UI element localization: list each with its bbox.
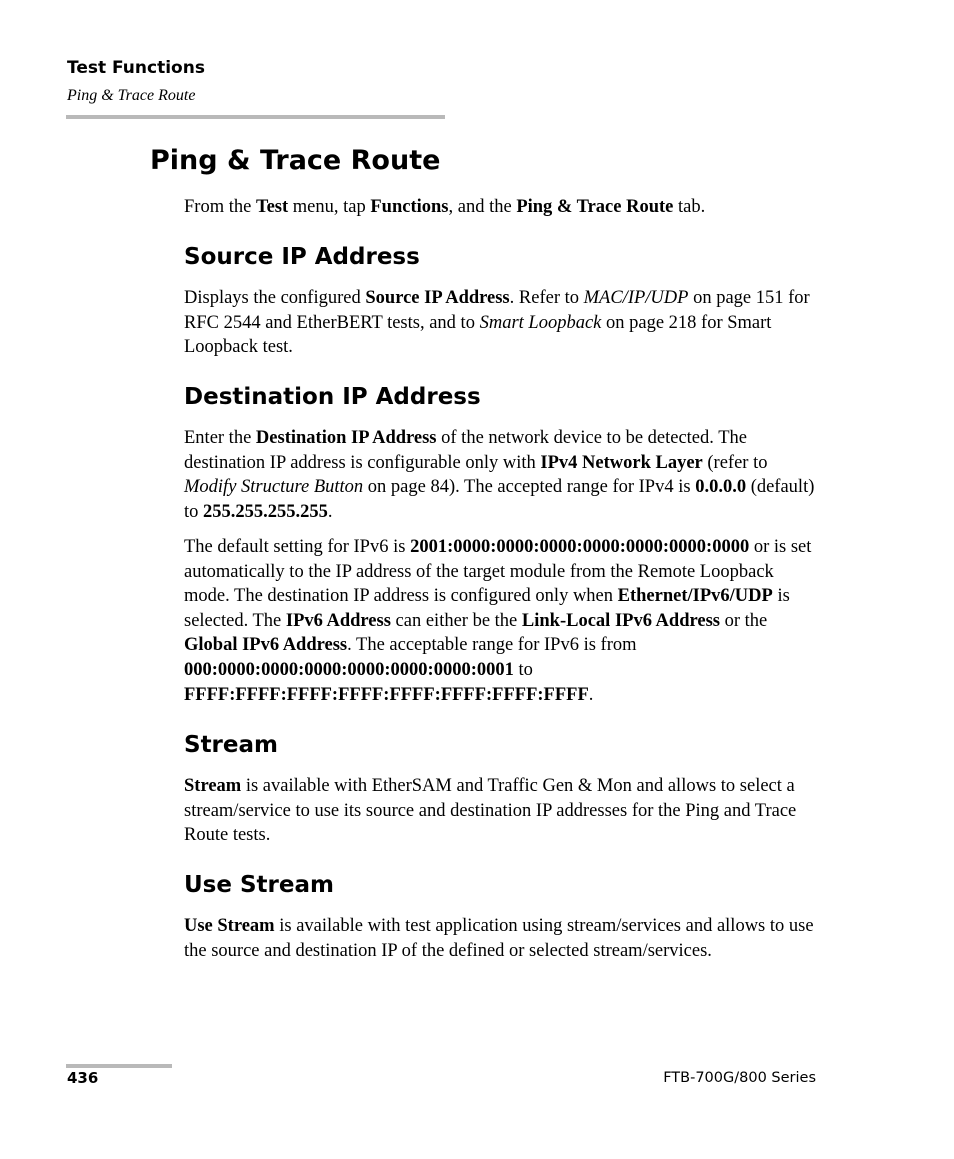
heading-use-stream: Use Stream (184, 872, 334, 898)
heading-stream: Stream (184, 732, 278, 758)
running-header-chapter: Test Functions (67, 58, 205, 78)
footer-divider (66, 1064, 172, 1068)
heading-source-ip-address: Source IP Address (184, 244, 420, 270)
source-ip-paragraph: Displays the configured Source IP Address. Refer to MAC/IP/UDP on page 151 for RFC 2544 and EtherBERT tests, and to Smart Loopback on page 218 for Smart Loopback test. (184, 288, 810, 358)
header-divider (66, 115, 445, 119)
page-number: 436 (67, 1069, 99, 1087)
stream-paragraph: Stream is available with EtherSAM and Traffic Gen & Mon and allows to select a stream/service to use its source and destination IP addresses for the Ping and Trace Route tests. (184, 776, 797, 846)
link-modify-structure-button[interactable]: Modify Structure Button (184, 477, 364, 498)
page-title: Ping & Trace Route (150, 145, 441, 176)
heading-destination-ip-address: Destination IP Address (184, 384, 481, 410)
destination-ip-paragraph-1: Enter the Destination IP Address of the network device to be detected. The destination IP address is configurable only with IPv4 Network Layer (refer to Modify Structure Button on page 84). The accepted range for IPv4 is 0.0.0.0 (default) to 255.255.255.255. (184, 428, 815, 522)
link-mac-ip-udp[interactable]: MAC/IP/UDP (583, 288, 689, 308)
running-header-section: Ping & Trace Route (67, 87, 196, 104)
product-series: FTB-700G/800 Series (663, 1070, 816, 1086)
intro-paragraph: From the Test menu, tap Functions, and the Ping & Trace Route tab. (184, 197, 706, 217)
link-smart-loopback[interactable]: Smart Loopback (479, 312, 602, 333)
destination-ip-paragraph-2: The default setting for IPv6 is 2001:0000:0000:0000:0000:0000:0000:0000 or is set automatically to the IP address of the target module from the Remote Loopback mode. The destination IP address is configured only when Ethernet/IPv6/UDP is selected. The IPv6 Address can either be the Link-Local IPv6 Address or the Global IPv6 Address. The acceptable range for IPv6 is from 000:0000:0000:0000:0000:0000:0000:0001 to FFFF:FFFF:FFFF:FFFF:FFFF:FFFF:FFFF:FFFF. (184, 537, 812, 705)
use-stream-paragraph: Use Stream is available with test application using stream/services and allows to use the source and destination IP of the defined or selected stream/services. (184, 916, 814, 961)
